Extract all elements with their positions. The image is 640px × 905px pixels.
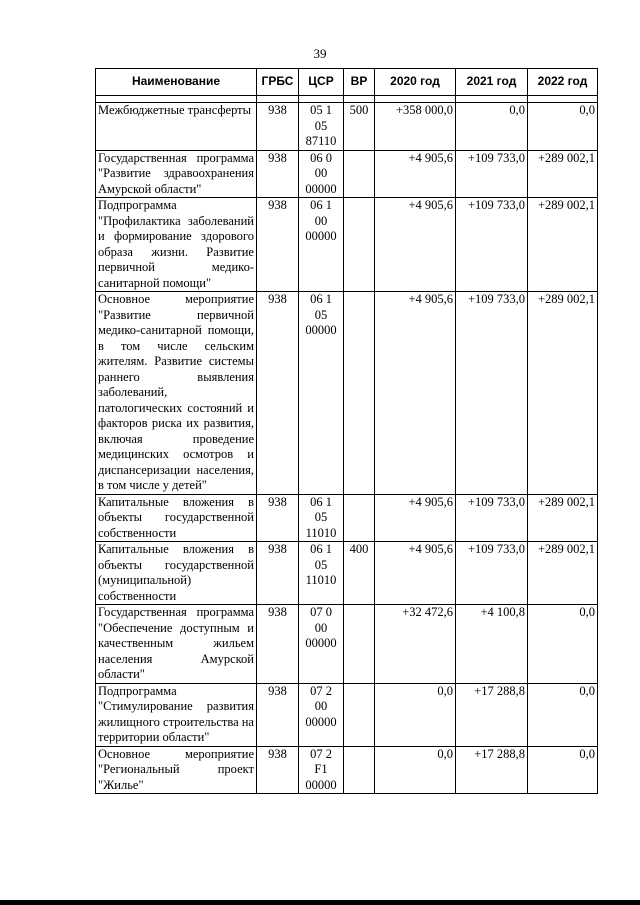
budget-table [95,68,598,794]
header-vr: ВР [344,69,375,96]
table-row [96,292,598,495]
table-row [96,103,598,151]
cell-grbs: 938 [257,103,299,151]
spacer-cell [344,96,375,103]
cell-2021: +17 288,8 [456,746,528,794]
cell-vr [344,494,375,542]
cell-2021: +109 733,0 [456,198,528,292]
cell-2021: +109 733,0 [456,494,528,542]
cell-grbs: 938 [257,150,299,198]
cell-name: Капитальные вложения в объекты государственной (муниципальной) собственности [96,542,257,605]
cell-csr: 06 1 00 00000 [299,198,344,292]
cell-name: Государственная программа "Развитие здравоохранения Амурской области" [96,150,257,198]
cell-grbs: 938 [257,542,299,605]
cell-csr: 07 2 F1 00000 [299,746,344,794]
cell-2020: +32 472,6 [375,605,456,684]
header-2021: 2021 год [456,69,528,96]
cell-2021: +109 733,0 [456,542,528,605]
cell-2020: +4 905,6 [375,542,456,605]
cell-name: Основное мероприятие "Развитие первичной медико-санитарной помощи, в том числе сельским жителям. Развитие системы раннего выявления заболеваний, патологических состояний и факторов риска их развития, включая проведение медицинских осмотров и диспансеризации населения, в том числе у детей" [96,292,257,495]
cell-2020: +4 905,6 [375,198,456,292]
header-name: Наименование [96,69,257,96]
cell-2020: +358 000,0 [375,103,456,151]
cell-grbs: 938 [257,198,299,292]
spacer-row [96,96,598,103]
table-row [96,150,598,198]
header-csr: ЦСР [299,69,344,96]
table-row [96,605,598,684]
cell-name: Межбюджетные трансферты [96,103,257,151]
cell-grbs: 938 [257,292,299,495]
cell-2021: +17 288,8 [456,683,528,746]
cell-name: Основное мероприятие "Региональный проект "Жилье" [96,746,257,794]
table-header-row [96,69,598,96]
cell-2022: +289 002,1 [528,292,598,495]
cell-grbs: 938 [257,746,299,794]
cell-vr [344,746,375,794]
cell-csr: 06 0 00 00000 [299,150,344,198]
cell-2022: +289 002,1 [528,542,598,605]
cell-csr: 07 2 00 00000 [299,683,344,746]
cell-2022: 0,0 [528,103,598,151]
cell-name: Подпрограмма "Стимулирование развития жилищного строительства на территории области" [96,683,257,746]
cell-2020: +4 905,6 [375,292,456,495]
cell-name: Капитальные вложения в объекты государственной собственности [96,494,257,542]
cell-name: Государственная программа "Обеспечение доступным и качественным жильем населения Амурской области" [96,605,257,684]
cell-2022: 0,0 [528,605,598,684]
cell-vr [344,198,375,292]
table-row [96,746,598,794]
cell-grbs: 938 [257,605,299,684]
cell-2022: 0,0 [528,683,598,746]
cell-csr: 05 1 05 87110 [299,103,344,151]
cell-csr: 06 1 05 11010 [299,542,344,605]
cell-vr [344,605,375,684]
cell-grbs: 938 [257,494,299,542]
table-row [96,494,598,542]
spacer-cell [528,96,598,103]
table-row [96,683,598,746]
cell-vr [344,150,375,198]
cell-2022: +289 002,1 [528,494,598,542]
cell-vr [344,683,375,746]
cell-2020: +4 905,6 [375,150,456,198]
cell-2022: +289 002,1 [528,150,598,198]
spacer-cell [96,96,257,103]
header-2022: 2022 год [528,69,598,96]
spacer-cell [456,96,528,103]
cell-2021: +4 100,8 [456,605,528,684]
table-row [96,198,598,292]
spacer-cell [257,96,299,103]
cell-vr: 400 [344,542,375,605]
cell-2020: 0,0 [375,683,456,746]
cell-2022: 0,0 [528,746,598,794]
cell-2021: +109 733,0 [456,150,528,198]
scan-edge-line [0,900,640,905]
table-row [96,542,598,605]
cell-name: Подпрограмма "Профилактика заболеваний и формирование здорового образа жизни. Развитие первичной медико-санитарной помощи" [96,198,257,292]
cell-2020: +4 905,6 [375,494,456,542]
spacer-cell [299,96,344,103]
cell-2021: 0,0 [456,103,528,151]
cell-csr: 06 1 05 00000 [299,292,344,495]
cell-grbs: 938 [257,683,299,746]
cell-csr: 07 0 00 00000 [299,605,344,684]
cell-vr [344,292,375,495]
cell-2022: +289 002,1 [528,198,598,292]
cell-2020: 0,0 [375,746,456,794]
spacer-cell [375,96,456,103]
cell-vr: 500 [344,103,375,151]
header-grbs: ГРБС [257,69,299,96]
page-number: 39 [313,46,327,61]
cell-csr: 06 1 05 11010 [299,494,344,542]
cell-2021: +109 733,0 [456,292,528,495]
header-2020: 2020 год [375,69,456,96]
